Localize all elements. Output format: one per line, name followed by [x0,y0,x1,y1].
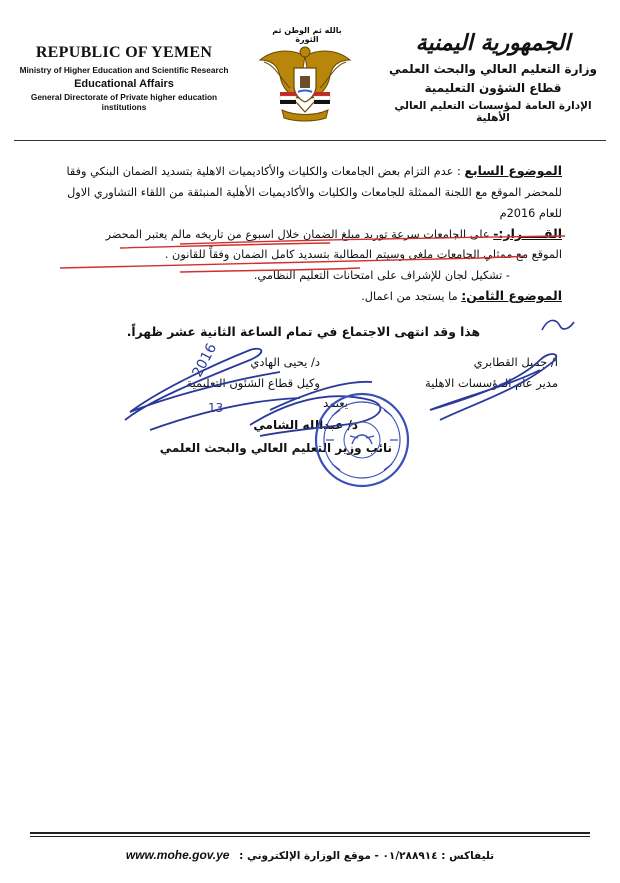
minister-title: نائب وزير التعليم العالي والبحث العلمي [159,441,392,455]
emblem-motto: بالله ثم الوطن ثم الثورة [272,26,342,44]
eagle-emblem-icon [250,26,360,136]
handwritten-year: 2016 [189,340,221,380]
decision-label: القـــــرار:- [493,226,562,241]
decision-line1 [106,226,562,243]
footer-divider-thick [30,832,590,834]
item7-line1 [66,163,562,180]
footer-url: www.mohe.gov.ye [125,848,230,862]
decision-line2: الموقع مع ممثلي الجامعات ملغى وسيتم المطالبة بتسديد كامل الضمان وفقاً للقانون . [164,248,562,261]
decision-bullet: - تشكيل لجان للإشراف على امتحانات التعليم النظامي. [253,269,510,282]
header-affairs-ar: قطاع الشؤون التعليمية [424,81,562,95]
signatory-left-title: وكيل قطاع الشئون التعليمية [186,376,320,390]
header-directorate-en: General Directorate of Private higher education institutions [30,92,218,112]
item7-text1: : عدم التزام بعض الجامعات والكليات والأكاديميات الاهلية بتسديد الضمان البنكي وفقا [66,165,461,178]
footer-fax-text: تليفاكس : ٠١/٢٨٨٩١٤ - موقع الوزارة الإلكتروني : [239,850,495,862]
header-arabic-block [388,28,598,124]
signatory-right-name: أ/ جميل القطابري [473,355,558,369]
header-directorate-ar: الإدارة العامة لمؤسسات التعليم العالي الأهلية [394,100,592,124]
item8-label: الموضوع الثامن: [461,288,562,303]
footer-divider-thin [30,836,590,837]
footer-contact [0,848,620,862]
minister-name: د/ عبدالله الشامي [253,418,358,432]
item8-text: ما يستجد من اعمال. [361,290,458,303]
signatory-right-title: مدير عام المؤسسات الاهلية [425,376,558,390]
decision-text1: على الجامعات سرعة توريد مبلغ الضمان خلال اسبوع من تاريخه مالم يعتبر المحضر [105,228,490,241]
header-country-en: REPUBLIC OF YEMEN [35,44,213,61]
closing-sentence: هذا وقد انتهى الاجتماع في تمام الساعة الثانية عشر ظهراً. [126,325,480,339]
header-affairs-en: Educational Affairs [74,78,174,90]
header-english-block [14,44,234,112]
header-country-ar: الجمهورية اليمنية [415,30,571,56]
handwritten-day: 13 [208,401,224,415]
header-ministry-ar: وزارة التعليم العالي والبحث العلمي [388,62,598,76]
signatory-left-name: د/ يحيى الهادي [250,355,320,369]
item7-line3: للعام 2016م [499,207,562,220]
item8-line [361,288,562,305]
item7-label: الموضوع السابع [464,163,562,178]
approval-word: يعتمد [323,396,348,410]
header-ministry-en: Ministry of Higher Education and Scientific Research [19,65,229,75]
item7-line2: للمحضر الموقع مع اللجنة الممثلة للجامعات والكليات والأكاديميات الأهلية المنبثقة من اللقاء التشاوري الاول [67,186,562,199]
header-divider [14,140,606,141]
corner-handwritten-mark [542,320,574,330]
